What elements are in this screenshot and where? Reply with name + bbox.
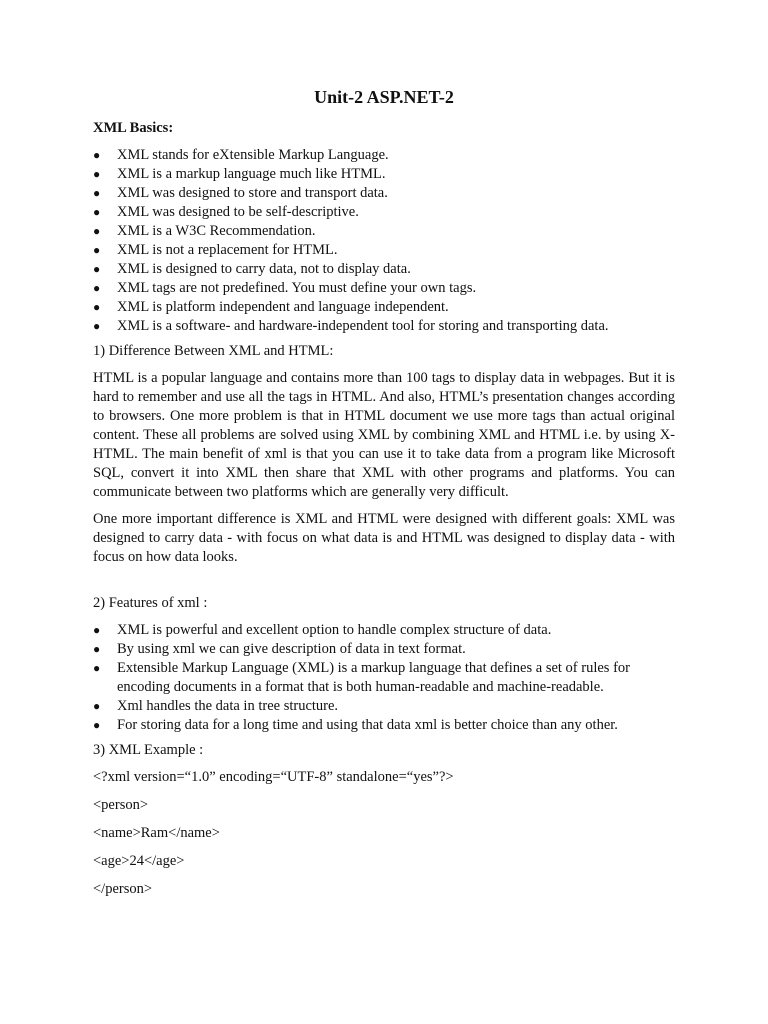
list-item: ● XML stands for eXtensible Markup Language. [93,147,389,163]
page-title: Unit-2 ASP.NET-2 [314,87,454,107]
bullet-icon: ● [93,642,101,656]
bullet-icon: ● [93,699,101,713]
features-heading: 2) Features of xml : [93,595,208,611]
bullet-icon: ● [93,243,101,257]
list-item: ● XML is a W3C Recommendation. [93,223,316,239]
difference-paragraph-2: One more important difference is XML and HTML were designed with different goals: XML was designed to carry data - with focus on what data is and HTML was designed to display data - with focus on how data looks. [93,511,675,565]
bullet-icon: ● [93,319,101,333]
bullet-icon: ● [93,281,101,295]
list-item: ● XML is a markup language much like HTML. [93,166,386,182]
bullet-icon: ● [93,661,101,675]
xml-name-line: <name>Ram</name> [93,825,220,841]
bullet-icon: ● [93,186,101,200]
xml-person-open-line: <person> [93,797,149,813]
xml-basics-list [93,146,675,336]
list-item: ● XML was designed to store and transport data. [93,185,388,201]
bullet-icon: ● [93,300,101,314]
features-list [93,621,675,735]
list-item: ● XML tags are not predefined. You must define your own tags. [93,280,477,296]
bullet-icon: ● [93,262,101,276]
bullet-icon: ● [93,623,101,637]
example-heading: 3) XML Example : [93,742,204,758]
list-item: ● XML was designed to be self-descriptive. [93,204,359,220]
list-item: ● By using xml we can give description of data in text format. [93,641,466,657]
list-item: ● XML is platform independent and language independent. [93,299,449,315]
list-item: ● XML is not a replacement for HTML. [93,242,338,258]
bullet-icon: ● [93,224,101,238]
difference-paragraph-1: HTML is a popular language and contains more than 100 tags to display data in webpages. But it is hard to remember and use all the tags in HTML. And also, HTML’s presentation changes according to browsers. One more problem is that in HTML document we use more tags than actual original content. These all problems are solved using XML by combining XML and HTML i.e. by using X-HTML. The main benefit of xml is that you can use it to take data from a program like Microsoft SQL, convert it into XML then share that XML with other programs and platforms. You can communicate between two platforms which are generally very difficult. [93,370,675,500]
xml-declaration-line: <?xml version=“1.0” encoding=“UTF-8” standalone=“yes”?> [93,769,454,785]
xml-age-line: <age>24</age> [93,853,185,869]
list-item: ● Extensible Markup Language (XML) is a markup language that defines a set of rules for encoding documents in a format that is both human-readable and machine-readable. [93,660,630,695]
bullet-icon: ● [93,205,101,219]
list-item: ● XML is designed to carry data, not to display data. [93,261,411,277]
bullet-icon: ● [93,148,101,162]
xml-person-close-line: </person> [93,881,153,897]
bullet-icon: ● [93,167,101,181]
list-item: ● XML is a software- and hardware-independent tool for storing and transporting data. [93,318,609,334]
document-page [93,80,675,908]
list-item: ● Xml handles the data in tree structure. [93,698,339,714]
bullet-icon: ● [93,718,101,732]
list-item: ● For storing data for a long time and using that data xml is better choice than any other. [93,717,618,733]
difference-heading: 1) Difference Between XML and HTML: [93,343,334,359]
xml-basics-heading: XML Basics: [93,120,174,136]
spacer [93,575,675,594]
list-item: ● XML is powerful and excellent option to handle complex structure of data. [93,622,552,638]
